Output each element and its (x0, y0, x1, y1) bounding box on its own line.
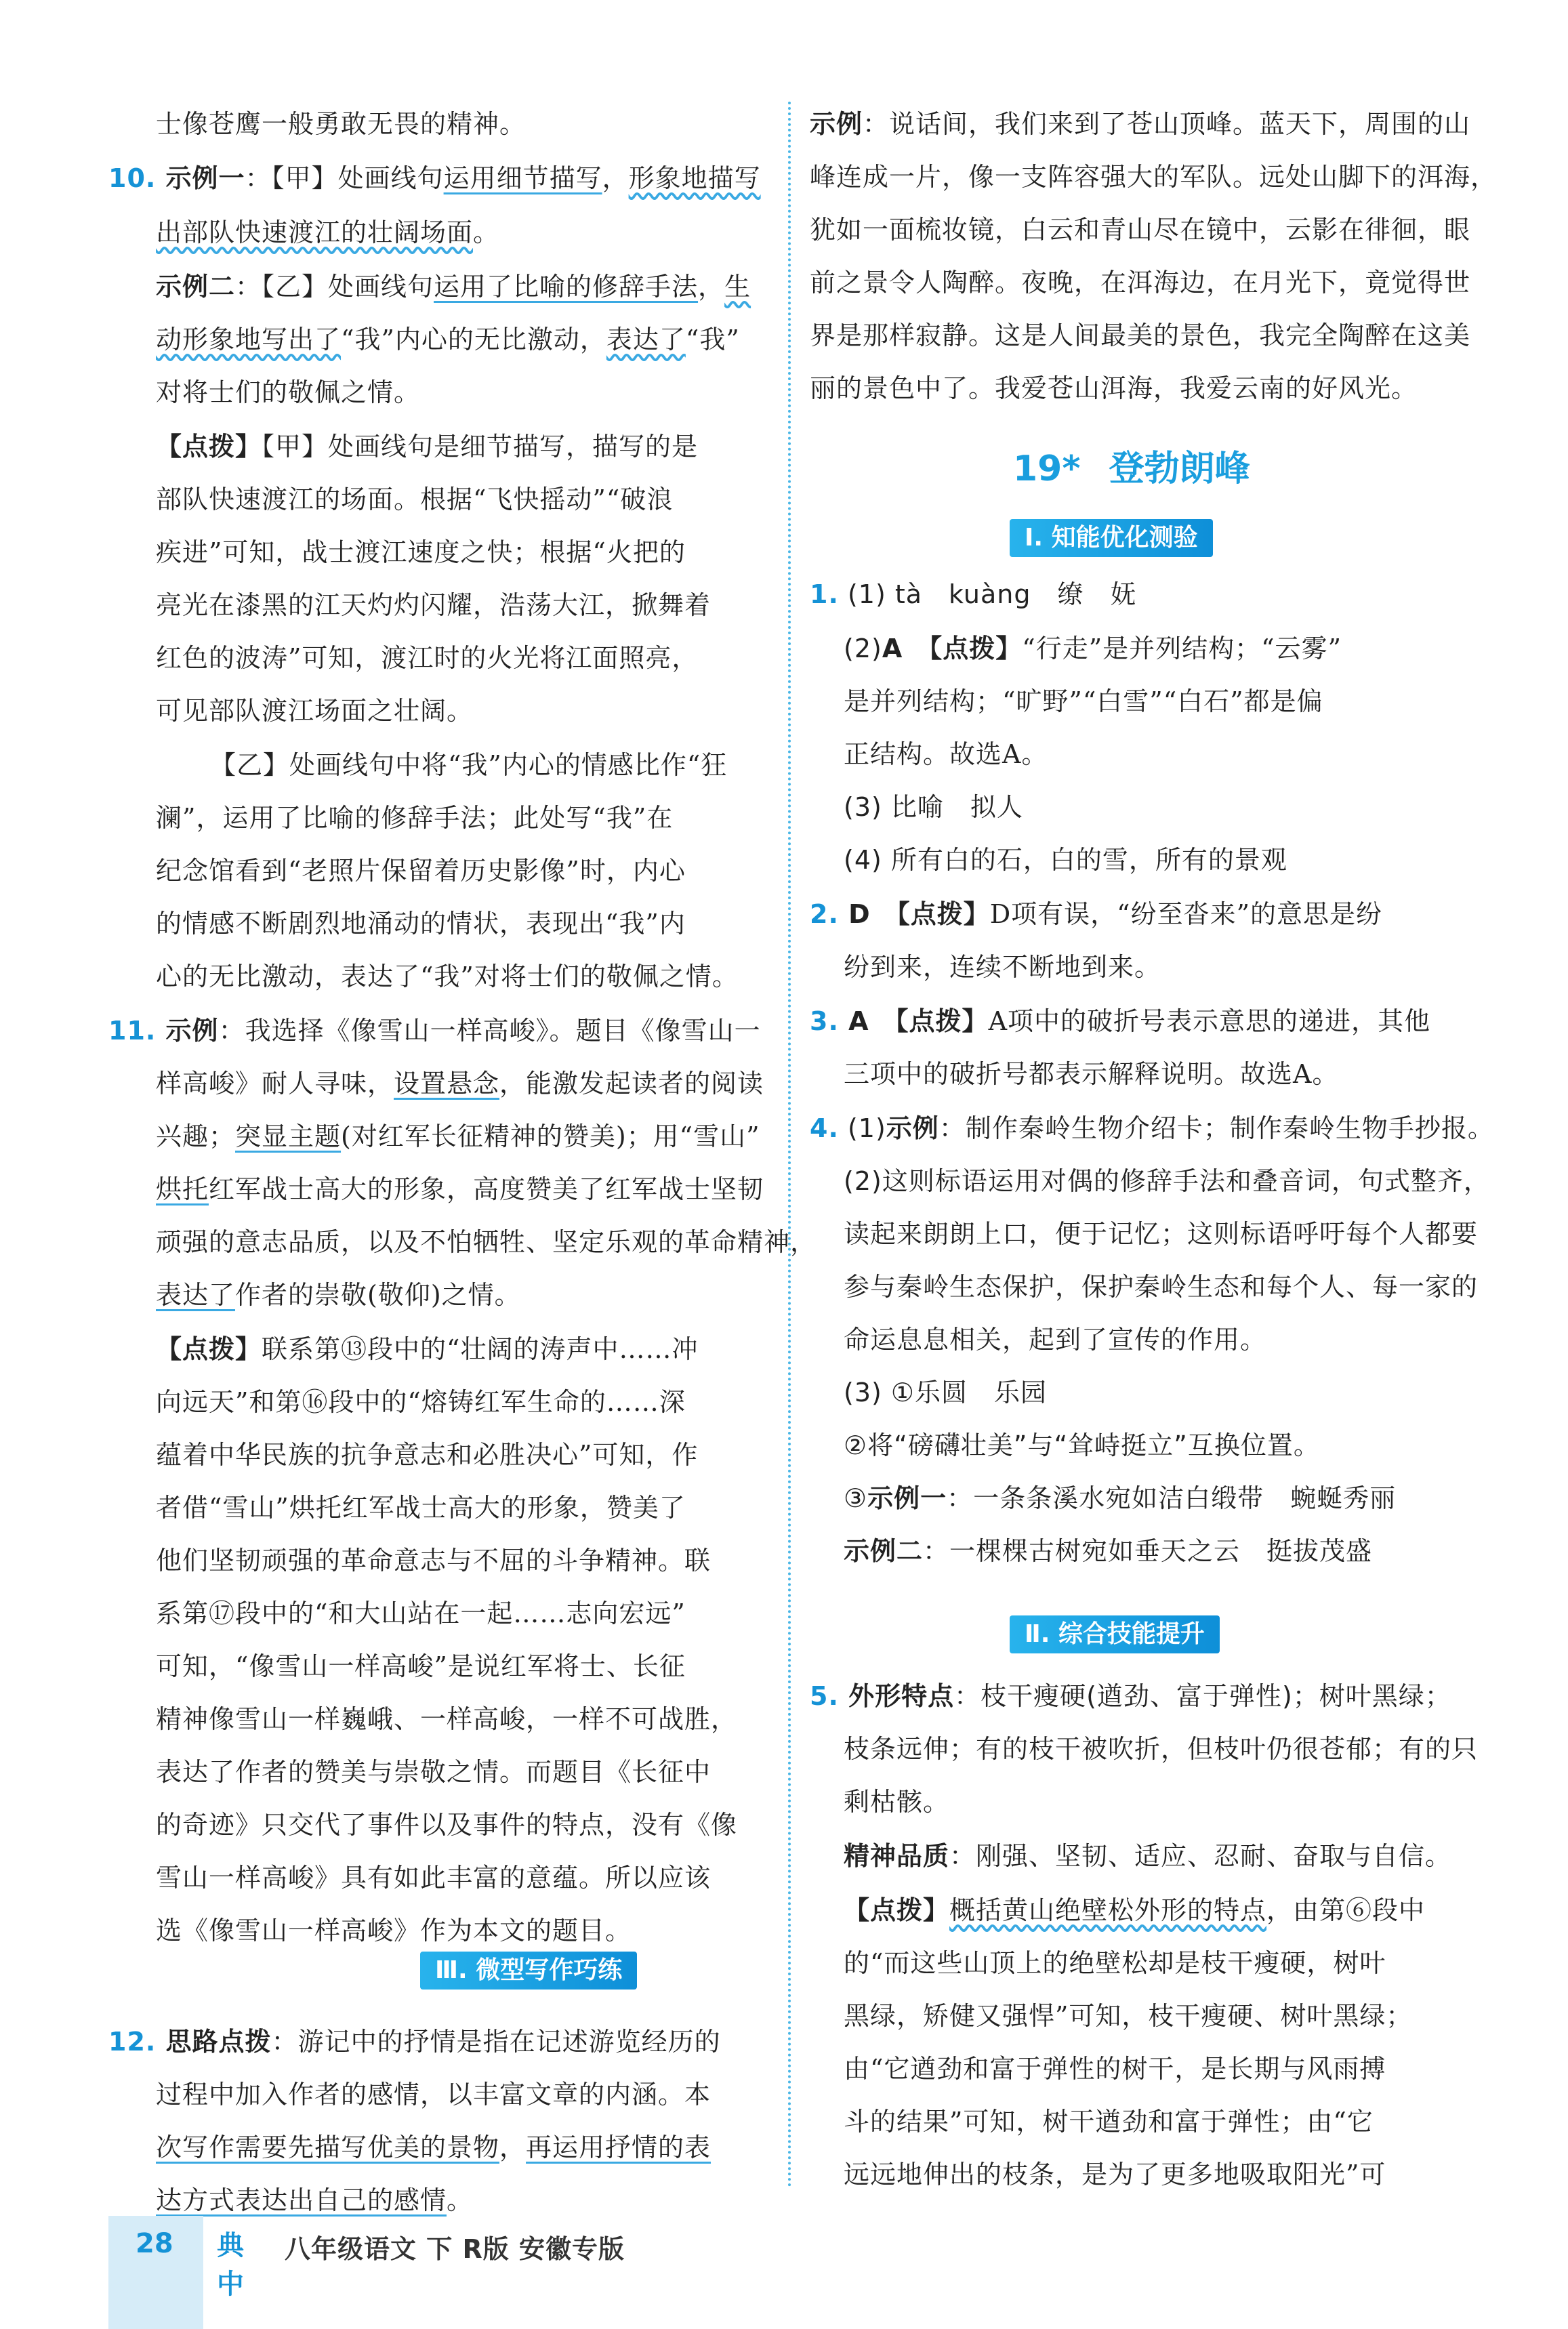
text-line (156, 590, 711, 621)
text-line (844, 951, 1161, 983)
text-segment: ：说话间，我们来到了苍山顶峰。蓝天下，周围的山 (863, 109, 1471, 139)
text-line (844, 1733, 1478, 1765)
text-segment: D项有误，“纷至沓来”的意思是纷 (989, 899, 1383, 929)
text-line (156, 1915, 632, 1946)
text-line (844, 2000, 1412, 2032)
text-segment: 示例二 (156, 272, 236, 302)
text-segment: 参与秦岭生态保护，保护秦岭生态和每个人、每一家的 (844, 1272, 1479, 1302)
text-segment: 读起来朗朗上口，便于记忆；这则标语呼吁每个人都要 (844, 1219, 1479, 1249)
text-segment: 命运息息相关，起到了宣传的作用。 (844, 1325, 1267, 1355)
text-segment: “行走”是并列结构；“云雾” (1022, 634, 1342, 663)
text-segment: ：一棵棵古树宛如垂天之云 挺拔茂盛 (923, 1536, 1373, 1566)
text-segment: 【点拨】 (844, 1895, 950, 1925)
text-segment: ③ (844, 1483, 868, 1513)
text-line (810, 899, 1382, 930)
text-line (844, 1218, 1478, 1250)
text-segment: (2)这则标语运用对偶的修辞手法和叠音词，句式整齐， (844, 1166, 1490, 1196)
text-segment: 3. (810, 1006, 839, 1036)
text-segment: ， (602, 163, 629, 193)
text-line (844, 1166, 1490, 1197)
text-segment: 【点拨】 (896, 899, 990, 929)
text-segment: 过程中加入作者的感情，以丰富文章的内涵。本 (156, 2080, 711, 2109)
text-line (156, 1492, 686, 1523)
text-segment: 【点拨】 (156, 1334, 262, 1364)
text-segment: 的奇迹》只交代了事件以及事件的特点，没有《像 (156, 1810, 738, 1840)
text-segment: 顽强的意志品质，以及不怕牺牲、坚定乐观的革命精神， (156, 1227, 817, 1257)
text-segment: 烘托 (156, 1174, 209, 1204)
text-line (156, 537, 686, 568)
text-line (810, 579, 1136, 610)
text-segment: 兴趣； (156, 1121, 236, 1151)
text-line (844, 844, 1287, 875)
text-segment: 表达了 (606, 325, 686, 354)
text-segment: 选《像雪山一样高峻》作为本文的题目。 (156, 1916, 632, 1945)
text-segment: 犹如一面梳妆镜，白云和青山尽在镜中，云影在徘徊，眼 (810, 215, 1471, 245)
text-segment: 剩枯骸。 (844, 1787, 950, 1817)
text-line (156, 377, 420, 408)
text-segment: ：制作秦岭生物介绍卡；制作秦岭生物手抄报。 (938, 1113, 1494, 1143)
text-segment: 示例一 (156, 163, 245, 193)
text-line (156, 642, 698, 674)
text-line (156, 1862, 711, 1893)
text-segment: 丽的景色中了。我爱苍山洱海，我爱云南的好风光。 (810, 373, 1418, 403)
text-segment: 纷到来，连续不断地到来。 (844, 952, 1161, 982)
text-segment: 【甲】处画线句是细节描写，描写的是 (262, 432, 699, 461)
text-segment: 达方式表达出自己的感情 (156, 2185, 447, 2215)
text-line (844, 739, 1048, 770)
text-line (156, 431, 698, 462)
text-line (844, 1430, 1320, 1461)
text-line (156, 1809, 737, 1840)
text-segment: 思路点拨 (156, 2027, 272, 2057)
text-segment: 红军战士高大的形象，高度赞美了红军战士坚韧 (209, 1174, 764, 1204)
text-segment: 运用细节描写 (443, 163, 602, 193)
text-segment: 疾进”可知，战士渡江速度之快；根据“火把的 (156, 537, 686, 567)
book-info: 八年级语文 下 R版 安徽专版 (285, 2234, 625, 2264)
text-segment: ：枝干瘦硬(遒劲、富于弹性)；树叶黑绿； (954, 1681, 1451, 1711)
text-line (156, 108, 526, 140)
text-segment: 前之景令人陶醉。夜晚，在洱海边，在月光下，竟觉得世 (810, 268, 1471, 297)
text-line (844, 1483, 1396, 1514)
text-segment: 对将士们的敬佩之情。 (156, 377, 421, 407)
text-segment: 界是那样寂静。这是人间最美的景色，我完全陶醉在这美 (810, 321, 1471, 350)
text-line (156, 2079, 711, 2110)
text-segment: 心的无比激动，表达了“我”对将士们的敬佩之情。 (156, 962, 739, 991)
text-line (810, 161, 1497, 192)
text-line (156, 1545, 711, 1576)
text-line (810, 320, 1470, 351)
page-number: 28 (136, 2228, 173, 2259)
text-line (844, 1947, 1386, 1979)
text-line (844, 686, 1323, 717)
text-segment: ：刚强、坚韧、适应、忍耐、奋取与自信。 (949, 1841, 1452, 1871)
text-segment (869, 1006, 896, 1036)
text-segment: “我” (685, 325, 740, 354)
text-segment: A项中的破折号表示意思的递进，其他 (988, 1006, 1431, 1036)
text-line (156, 2185, 473, 2216)
text-segment: 示例 (810, 109, 863, 139)
text-segment: ②将“磅礴壮美”与“耸峙挺立”互换位置。 (844, 1430, 1320, 1460)
section-tag-skills: Ⅱ. 综合技能提升 (1010, 1615, 1220, 1653)
text-line (156, 1174, 764, 1205)
text-segment: 红色的波涛”可知，渡江时的火光将江面照亮， (156, 643, 699, 673)
text-segment: 枝条远伸；有的枝干被吹折，但枝叶仍很苍郁；有的只 (844, 1734, 1479, 1764)
text-line (156, 1756, 711, 1788)
lesson-number: 19* (1013, 449, 1081, 489)
text-segment: 【点拨】 (895, 1006, 989, 1036)
section-tag-knowledge: Ⅰ. 知能优化测验 (1010, 519, 1213, 557)
text-segment: 11. (108, 1016, 157, 1046)
text-segment: 精神品质 (844, 1841, 950, 1871)
text-line (156, 1439, 698, 1470)
text-segment: 。 (447, 2185, 474, 2215)
text-segment: A (882, 634, 903, 663)
text-segment: 精神像雪山一样巍峨、一样高峻，一样不可战胜， (156, 1704, 738, 1734)
text-line (108, 163, 761, 194)
text-line (844, 1058, 1338, 1090)
text-segment: (2) (844, 634, 882, 663)
text-segment: 表达了 (156, 1280, 236, 1310)
text-segment: 向远天”和第⑯段中的“熔铸红军生命的……深 (156, 1387, 686, 1417)
text-line (844, 2106, 1374, 2137)
text-segment: ，由第⑥段中 (1266, 1895, 1426, 1925)
text-segment: 【点拨】 (929, 634, 1023, 663)
text-segment: 峰连成一片，像一支阵容强大的军队。远处山脚下的洱海， (810, 162, 1498, 192)
text-segment: ， (698, 272, 725, 302)
text-segment: 正结构。故选A。 (844, 739, 1048, 769)
text-segment: 黑绿，矫健又强悍”可知，枝干瘦硬、树叶黑绿； (844, 2001, 1413, 2031)
text-segment: 可见部队渡江场面之壮阔。 (156, 696, 474, 726)
text-segment: (3) ①乐圆 乐园 (844, 1378, 1047, 1407)
text-line (810, 1113, 1494, 1144)
text-segment: 雪山一样高峻》具有如此丰富的意蕴。所以应该 (156, 1863, 711, 1893)
section-tag-writing: Ⅲ. 微型写作巧练 (420, 1952, 637, 1990)
text-segment: 示例一 (867, 1483, 947, 1513)
text-line (844, 633, 1342, 664)
text-line (156, 1386, 686, 1418)
text-segment: 设置悬念 (394, 1069, 500, 1098)
text-segment: 1. (810, 579, 839, 609)
text-line (844, 1895, 1425, 1926)
text-line (156, 908, 686, 939)
text-line (108, 2026, 721, 2057)
text-segment: 动形象地写出了 (156, 325, 342, 354)
text-segment: (对红军长征精神的赞美)；用“雪山” (341, 1121, 760, 1151)
text-segment: 示例二 (844, 1536, 924, 1566)
text-line (156, 961, 739, 992)
text-segment: ：我选择《像雪山一样高峻》。题目《像雪山一 (218, 1016, 761, 1046)
text-segment: ， (499, 2132, 527, 2162)
text-segment: A (838, 1006, 869, 1036)
text-line (156, 2132, 711, 2163)
text-line (156, 695, 473, 726)
text-line (156, 1704, 737, 1735)
text-segment: 外形特点 (838, 1681, 955, 1711)
text-segment: ：一条条溪水宛如洁白缎带 蜿蜒秀丽 (947, 1483, 1397, 1513)
text-segment: 亮光在漆黑的江天灼灼闪耀，浩荡大江，掀舞着 (156, 590, 711, 620)
text-segment: ，能激发起读者的阅读 (499, 1069, 764, 1098)
text-line (844, 1324, 1266, 1355)
text-segment: ：游记中的抒情是指在记述游览经历的 (271, 2027, 721, 2057)
text-line (810, 373, 1418, 404)
text-segment: 系第⑰段中的“和大山站在一起……志向宏远” (156, 1599, 686, 1628)
text-segment: (4) 所有白的石，白的雪，所有的景观 (844, 845, 1287, 875)
text-segment: 。 (473, 218, 500, 247)
text-line (810, 214, 1470, 245)
text-segment: 5. (810, 1681, 839, 1711)
text-segment: 4. (810, 1113, 839, 1143)
text-line (844, 1786, 949, 1817)
text-segment: 形象地描写 (628, 163, 761, 193)
text-line (108, 1015, 761, 1046)
text-segment: 【点拨】 (156, 432, 262, 461)
text-segment: 士像苍鹰一般勇敢无畏的精神。 (156, 109, 527, 139)
text-segment: (1) tà kuàng 缭 妩 (838, 579, 1137, 609)
text-line (844, 2053, 1386, 2084)
text-segment: 概括黄山绝壁松外形的特点 (949, 1895, 1267, 1925)
text-segment: 再运用抒情的表 (526, 2132, 711, 2162)
text-segment (871, 899, 897, 929)
text-line (810, 108, 1470, 140)
text-segment: 澜”，运用了比喻的修辞手法；此处写“我”在 (156, 803, 674, 833)
text-segment: 【乙】处画线句中将“我”内心的情感比作“狂 (210, 750, 728, 780)
text-line (810, 1681, 1451, 1712)
text-segment: 部队快速渡江的场面。根据“飞快摇动”“破浪 (156, 485, 674, 514)
text-line (156, 1068, 764, 1099)
text-segment: 12. (108, 2027, 157, 2057)
text-line (844, 1536, 1372, 1567)
text-segment: 的“而这些山顶上的绝壁松却是枝干瘦硬，树叶 (844, 1948, 1386, 1978)
lesson-title (1013, 449, 1250, 489)
text-line (156, 1598, 686, 1629)
text-segment: 者借“雪山”烘托红军战士高大的形象，赞美了 (156, 1493, 686, 1523)
text-segment: 的情感不断剧烈地涌动的情状，表现出“我”内 (156, 909, 686, 939)
text-segment: 次写作需要先描写优美的景物 (156, 2132, 500, 2162)
column-divider (788, 102, 791, 2189)
text-line (156, 1121, 760, 1152)
text-line (844, 1377, 1047, 1408)
text-segment: ：【乙】处画线句 (235, 272, 434, 302)
text-line (156, 271, 751, 302)
text-segment: 作者的崇敬(敬仰)之情。 (235, 1280, 521, 1310)
text-segment: 蕴着中华民族的抗争意志和必胜决心”可知，作 (156, 1440, 699, 1470)
text-segment: 2. (810, 899, 839, 929)
text-segment: 斗的结果”可知，树干遒劲和富于弹性；由“它 (844, 2107, 1374, 2137)
text-segment: 是并列结构；“旷野”“白雪”“白石”都是偏 (844, 686, 1323, 716)
text-segment: 生 (724, 272, 751, 302)
text-segment: 可知，“像雪山一样高峻”是说红军将士、长征 (156, 1651, 686, 1681)
text-segment: 远远地伸出的枝条，是为了更多地吸取阳光”可 (844, 2160, 1386, 2189)
text-segment: (1) (838, 1113, 886, 1143)
brand-logo (217, 2224, 264, 2300)
text-segment (903, 634, 929, 663)
text-segment: D (838, 899, 871, 929)
text-segment: ：【甲】处画线句 (245, 163, 444, 193)
text-segment: 示例 (156, 1016, 219, 1046)
text-segment: 他们坚韧顽强的革命意志与不屈的斗争精神。联 (156, 1546, 711, 1575)
text-line (156, 484, 673, 515)
text-segment: 突显主题 (235, 1121, 342, 1151)
text-segment: 示例 (886, 1113, 939, 1143)
text-segment: (3) 比喻 拟人 (844, 792, 1023, 822)
text-line (844, 1840, 1451, 1872)
text-segment: 样高峻》耐人寻味， (156, 1069, 394, 1098)
text-line (810, 267, 1470, 298)
text-segment: 由“它遒劲和富于弹性的树干，是长期与风雨搏 (844, 2054, 1386, 2084)
text-line (156, 217, 499, 248)
text-line (156, 324, 740, 355)
text-segment: 10. (108, 163, 157, 193)
lesson-name: 登勃朗峰 (1109, 449, 1250, 489)
text-line (156, 1334, 698, 1365)
text-line (156, 855, 686, 886)
text-line (210, 749, 727, 781)
text-segment: 联系第⑬段中的“壮阔的涛声中……冲 (262, 1334, 699, 1364)
text-segment: 出部队快速渡江的壮阔场面 (156, 218, 474, 247)
text-line (810, 1006, 1430, 1037)
text-line (156, 802, 673, 833)
brand-logo-text: 典中 (217, 2230, 244, 2300)
text-line (844, 2159, 1386, 2190)
text-line (844, 1271, 1478, 1302)
text-line (156, 1279, 521, 1311)
text-segment: 三项中的破折号都表示解释说明。故选A。 (844, 1059, 1339, 1089)
text-line (156, 1227, 817, 1258)
text-segment: 运用了比喻的修辞手法 (434, 272, 699, 302)
text-segment: 纪念馆看到“老照片保留着历史影像”时，内心 (156, 856, 686, 886)
text-line (844, 791, 1023, 823)
text-line (156, 1651, 686, 1682)
text-segment: 表达了作者的赞美与崇敬之情。而题目《长征中 (156, 1757, 711, 1787)
text-segment: “我”内心的无比激动， (341, 325, 606, 354)
